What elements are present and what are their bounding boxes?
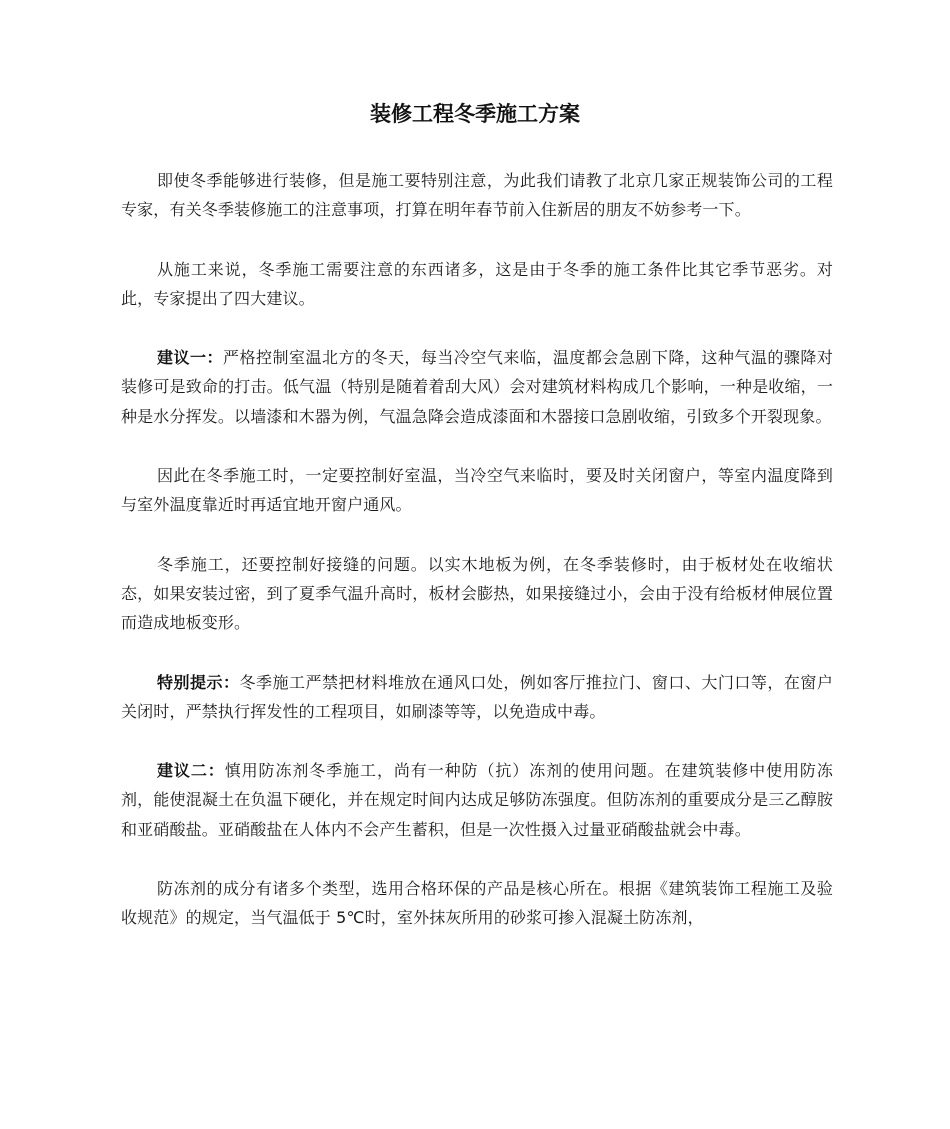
- paragraph-text: 冬季施工，还要控制好接缝的问题。以实木地板为例，在冬季装修时，由于板材处在收缩状态，如果安装过密，到了夏季气温升高时，板材会膨热，如果接缝过小，会由于没有给板材伸展位置而造成地板变形。: [121, 554, 833, 633]
- document-title: 装修工程冬季施工方案: [370, 102, 580, 126]
- document-body: [121, 166, 833, 963]
- paragraph-lead: 建议一：: [157, 348, 223, 368]
- paragraph-suggestion-two: [121, 756, 833, 844]
- paragraph-joints: [121, 550, 833, 638]
- paragraph-text: 冬季施工严禁把材料堆放在通风口处，例如客厅推拉门、窗口、大门口等，在窗户关闭时，严禁执行挥发性的工程项目，如刷漆等等，以免造成中毒。: [121, 672, 833, 721]
- paragraph-text: 慎用防冻剂冬季施工，尚有一种防（抗）冻剂的使用问题。在建筑装修中使用防冻剂，能使混凝土在负温下硬化，并在规定时间内达成足够防冻强度。但防冻剂的重要成分是三乙醇胺和亚硝酸盐。亚硝酸盐在人体内不会产生蓄积，但是一次性摄入过量亚硝酸盐就会中毒。: [121, 761, 833, 839]
- paragraph-text: 严格控制室温北方的冬天，每当冷空气来临，温度都会急剧下降，这种气温的骤降对装修可是致命的打击。低气温（特别是随着着刮大风）会对建筑材料构成几个影响，一种是收缩，一种是水分挥发。以墙漆和木器为例，气温急降会造成漆面和木器接口急剧收缩，引致多个开裂现象。: [121, 348, 833, 426]
- paragraph-text: 因此在冬季施工时，一定要控制好室温，当冷空气来临时，要及时关闭窗户，等室内温度降到与室外温度靠近时再适宜地开窗户通风。: [121, 466, 833, 515]
- paragraph-text: 防冻剂的成分有诸多个类型，选用合格环保的产品是核心所在。根据《建筑装饰工程施工及验收规范》的规定，当气温低于 5℃时，室外抹灰所用的砂浆可掺入混凝土防冻剂，: [121, 879, 833, 928]
- paragraph-intro: [121, 166, 833, 225]
- paragraph-overview: [121, 255, 833, 314]
- paragraph-special-tip: [121, 668, 833, 727]
- paragraph-lead: 建议二：: [157, 761, 225, 781]
- paragraph-suggestion-one: [121, 343, 833, 431]
- paragraph-lead: 特别提示：: [157, 672, 240, 692]
- paragraph-antifreeze: [121, 874, 833, 933]
- paragraph-room-temperature: [121, 461, 833, 520]
- paragraph-text: 即使冬季能够进行装修，但是施工要特别注意，为此我们请教了北京几家正规装饰公司的工程专家，有关冬季装修施工的注意事项，打算在明年春节前入住新居的朋友不妨参考一下。: [121, 171, 833, 220]
- paragraph-text: 从施工来说，冬季施工需要注意的东西诸多，这是由于冬季的施工条件比其它季节恶劣。对此，专家提出了四大建议。: [121, 259, 833, 308]
